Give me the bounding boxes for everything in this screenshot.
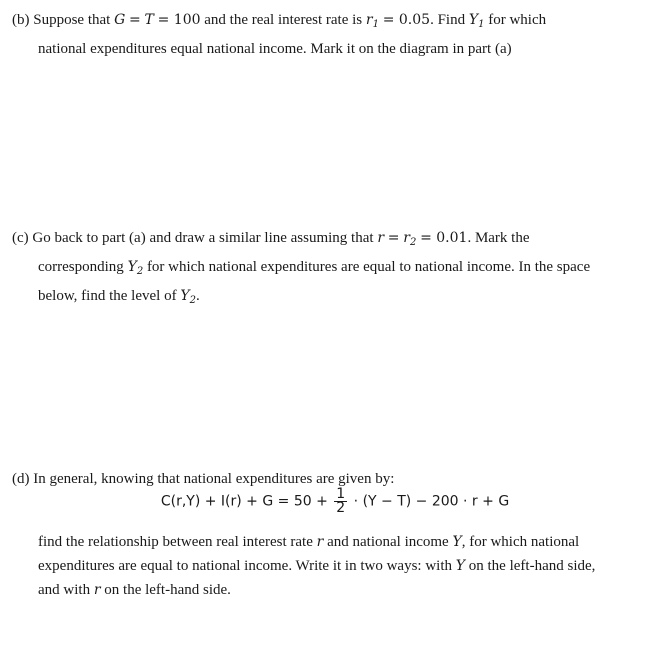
- part-b-label: (b): [12, 12, 30, 28]
- math-y1: $Y_1$: [468, 12, 485, 30]
- part-d-text: and with: [38, 582, 91, 598]
- fraction-denominator: 2: [336, 500, 346, 516]
- equation-fraction: [334, 488, 347, 515]
- math-equals: =: [387, 230, 400, 246]
- math-y: Y: [455, 558, 466, 574]
- math-r1: $r_1$: [365, 12, 379, 30]
- part-b-line-1: [12, 8, 652, 37]
- part-d-body: [12, 530, 652, 602]
- part-d-line-2: [12, 554, 652, 578]
- math-r2: $r_2$: [403, 230, 417, 248]
- part-b-text: and the real interest rate is: [204, 12, 363, 28]
- part-c-text: Go back to part (a) and draw a similar line assuming that: [32, 230, 374, 246]
- fraction-numerator: 1: [336, 486, 346, 502]
- math-value: = 0.01: [420, 230, 468, 246]
- part-d-text: on the left-hand side,: [468, 558, 596, 574]
- part-b: [12, 8, 652, 61]
- part-c-text: . Mark the: [467, 230, 530, 246]
- math-t: T: [144, 12, 154, 28]
- math-g: G: [114, 12, 126, 28]
- math-y2: $Y_2$: [180, 288, 196, 306]
- math-value: = 100: [157, 12, 201, 28]
- part-c: [12, 226, 652, 313]
- math-r: r: [377, 230, 385, 246]
- part-b-text: for which: [488, 12, 547, 28]
- part-c-line-1: [12, 226, 652, 255]
- equation-right: · (Y − T) − 200 · r + G: [353, 493, 510, 510]
- part-c-text: corresponding: [38, 259, 124, 275]
- part-d-text: expenditures are equal to national income. Write it in two ways: with: [38, 558, 453, 574]
- part-d-line-3: [12, 578, 652, 602]
- math-r: r: [316, 534, 324, 550]
- part-d-line-1: [12, 530, 652, 554]
- part-c-text: .: [195, 288, 200, 304]
- math-value: = 0.05: [382, 12, 431, 28]
- part-d-text: In general, knowing that national expenditures are given by:: [33, 471, 395, 487]
- part-d-text: on the left-hand side.: [104, 582, 231, 598]
- part-b-text: Suppose that: [33, 12, 111, 28]
- math-y: Y: [452, 534, 462, 550]
- part-c-text: for which national expenditures are equal to national income. In the space: [146, 259, 591, 275]
- expenditure-equation: [0, 488, 670, 515]
- part-b-line-2: national expenditures equal national income. Mark it on the diagram in part (a): [38, 41, 512, 57]
- part-c-text: below, find the level of: [38, 288, 177, 304]
- math-r: r: [93, 582, 101, 598]
- part-d-text: find the relationship between real interest rate: [38, 534, 313, 550]
- equation-left: C(r,Y) + I(r) + G = 50 +: [160, 493, 328, 510]
- part-d-text: and national income: [327, 534, 449, 550]
- math-equals: =: [129, 12, 141, 28]
- part-d-text: , for which national: [461, 534, 580, 550]
- part-b-text: . Find: [430, 12, 466, 28]
- part-c-line-2: [12, 255, 652, 284]
- part-c-label: (c): [12, 230, 29, 246]
- math-y2: $Y_2$: [127, 259, 144, 277]
- part-d-label: (d): [12, 471, 30, 487]
- part-c-line-3: [12, 284, 652, 313]
